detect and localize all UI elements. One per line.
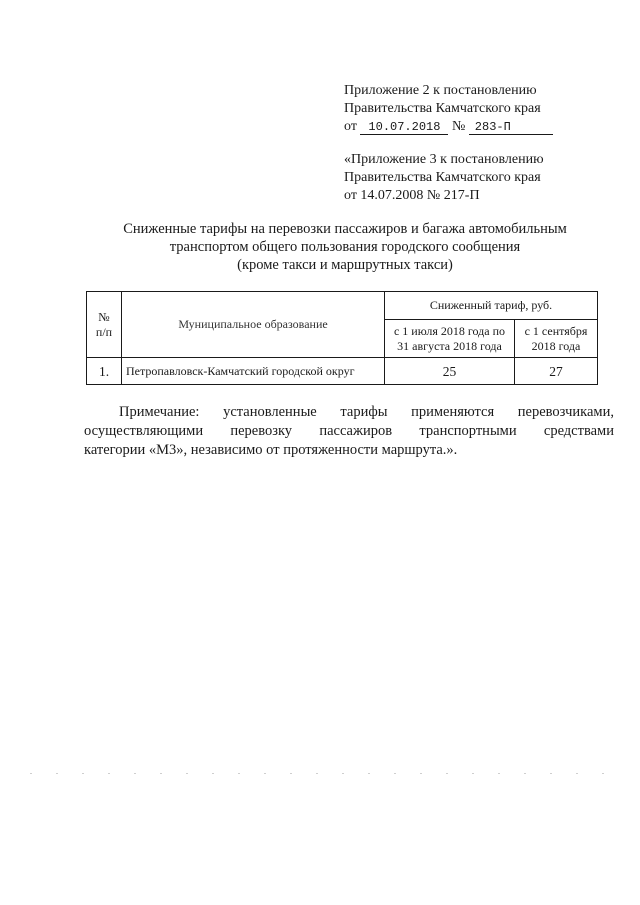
header-period-1-line-1: с 1 июля 2018 года по — [393, 323, 506, 338]
note-line-3: категории «М3», независимо от протяженности маршрута.». — [84, 442, 458, 458]
note-paragraph — [84, 403, 614, 460]
appendix-header — [344, 82, 584, 136]
appendix-line-2: Правительства Камчатского края — [344, 101, 541, 116]
table-row — [87, 358, 598, 385]
quoted-appendix-header — [344, 151, 584, 205]
appendix-line-1: Приложение 2 к постановлению — [344, 83, 537, 98]
from-label: от — [344, 119, 357, 134]
scan-noise — [30, 773, 610, 774]
decree-date: 10.07.2018 — [360, 120, 448, 135]
row-number: 1. — [87, 358, 122, 385]
title-line-2: транспортом общего пользования городского сообщения — [169, 239, 521, 255]
header-number — [87, 292, 122, 358]
appendix-date-line — [344, 118, 584, 136]
header-period-1-line-2: 31 августа 2018 года — [397, 338, 502, 353]
row-tariff-period-2: 27 — [515, 358, 598, 385]
decree-number: 283-П — [469, 120, 553, 135]
quoted-appendix-line-1: «Приложение 3 к постановлению — [344, 152, 544, 167]
header-municipality: Муниципальное образование — [122, 292, 385, 358]
header-period-1 — [385, 320, 515, 358]
tariff-table — [86, 291, 598, 385]
note-line-2: осуществляющими перевозку пассажиров транспортными средствами — [84, 423, 614, 439]
number-sign: № — [451, 119, 466, 134]
quoted-appendix-line-3: от 14.07.2008 № 217-П — [344, 188, 480, 203]
header-period-2 — [515, 320, 598, 358]
header-tariff-group: Сниженный тариф, руб. — [385, 292, 598, 320]
title-line-1: Сниженные тарифы на перевозки пассажиров и багажа автомобильным — [123, 221, 567, 237]
header-period-2-line-2: 2018 года — [531, 338, 581, 353]
header-number-line-2: п/п — [95, 324, 113, 339]
quoted-appendix-line-2: Правительства Камчатского края — [344, 170, 541, 185]
header-period-2-line-1: с 1 сентября — [524, 323, 588, 338]
title-line-3: (кроме такси и маршрутных такси) — [237, 257, 453, 273]
header-number-line-1: № — [98, 309, 110, 324]
table-header-row — [87, 292, 598, 320]
document-title — [70, 220, 620, 274]
note-line-1: Примечание: установленные тарифы применяются перевозчиками, — [119, 404, 614, 420]
row-tariff-period-1: 25 — [385, 358, 515, 385]
row-municipality: Петропавловск-Камчатский городской округ — [122, 358, 385, 385]
